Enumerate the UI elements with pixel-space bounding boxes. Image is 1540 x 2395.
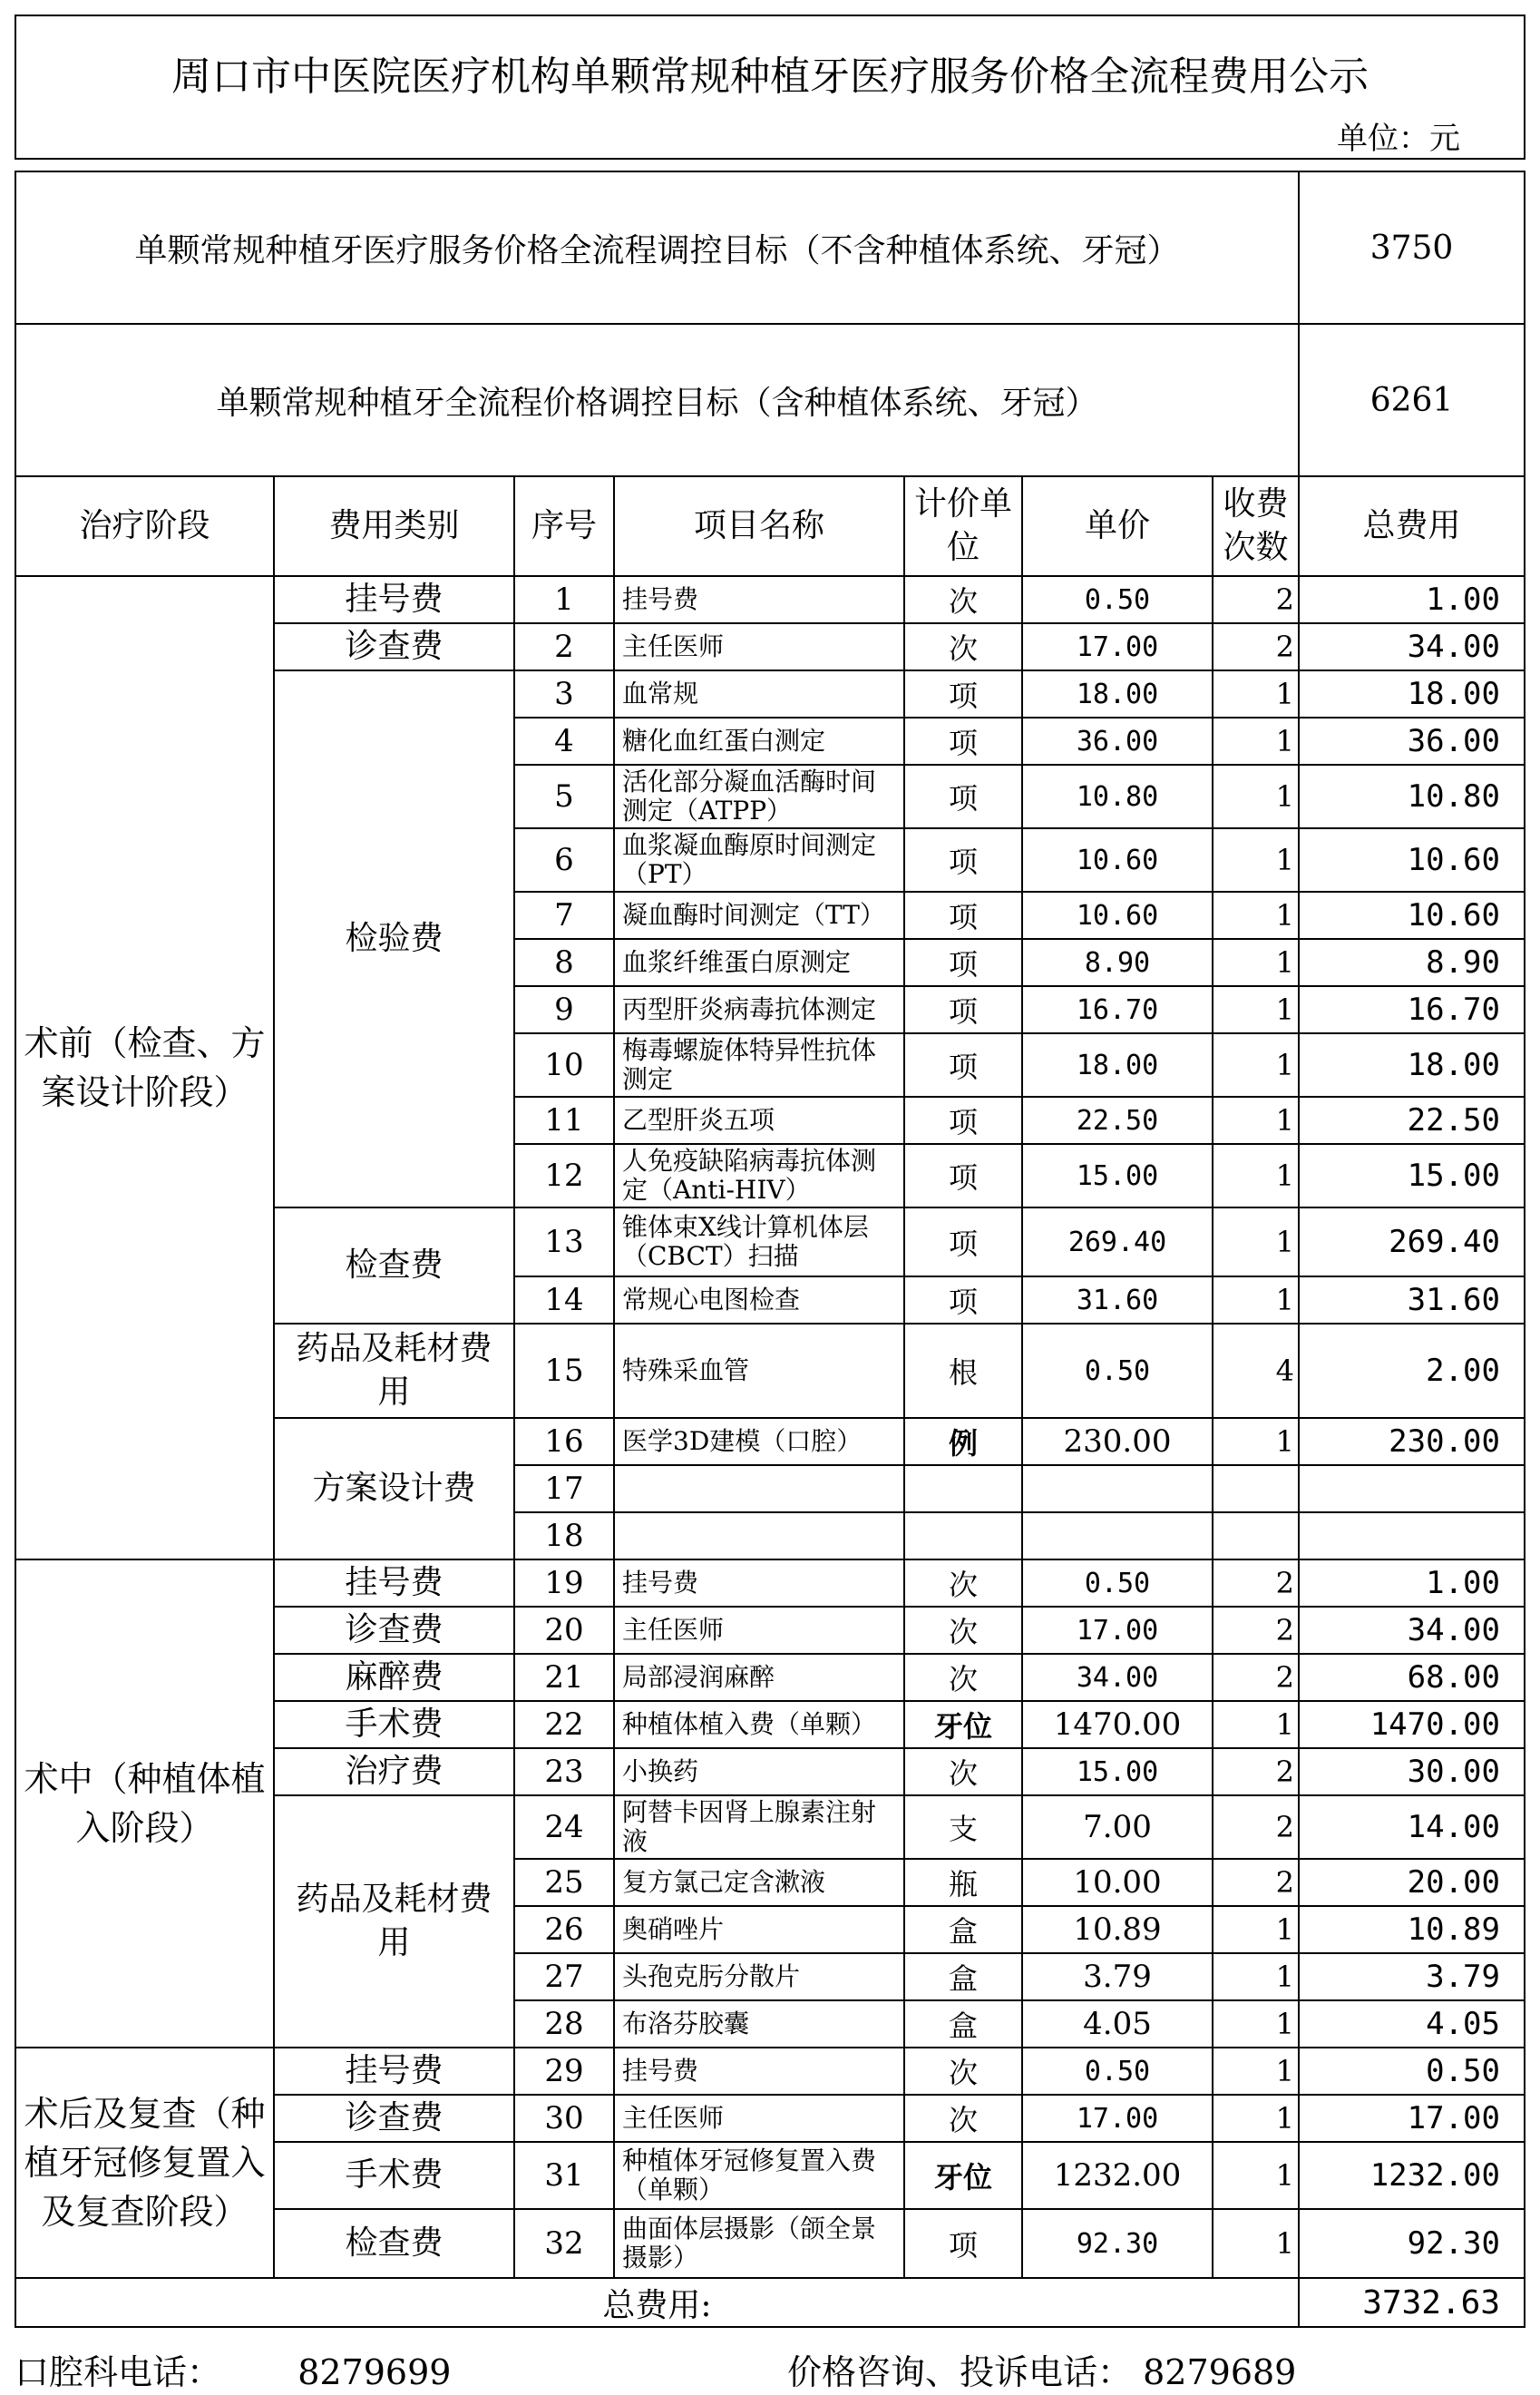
count-cell: 2 — [1213, 1795, 1299, 1859]
total-cell — [1299, 1465, 1525, 1512]
seq-cell: 21 — [514, 1654, 614, 1701]
price-cell: 18.00 — [1022, 670, 1213, 718]
category-cell: 检查费 — [274, 2209, 514, 2278]
table-row — [15, 1559, 1525, 1607]
seq-cell: 20 — [514, 1607, 614, 1654]
unit-cell: 项 — [904, 1276, 1022, 1324]
price-cell — [1022, 1512, 1213, 1559]
item-name-cell: 挂号费 — [614, 576, 904, 623]
unit-cell: 项 — [904, 986, 1022, 1033]
price-cell: 8.90 — [1022, 939, 1213, 986]
seq-cell: 10 — [514, 1033, 614, 1097]
fee-sheet — [15, 15, 1524, 2328]
header-name: 项目名称 — [614, 476, 904, 576]
spacer — [15, 159, 1525, 171]
count-cell: 4 — [1213, 1324, 1299, 1418]
header-unit: 计价单位 — [904, 476, 1022, 576]
category-cell: 麻醉费 — [274, 1654, 514, 1701]
category-cell: 药品及耗材费用 — [274, 1324, 514, 1418]
count-cell: 2 — [1213, 1859, 1299, 1906]
total-cell: 31.60 — [1299, 1276, 1525, 1324]
seq-cell: 1 — [514, 576, 614, 623]
target-value-including: 6261 — [1299, 324, 1525, 476]
total-cell: 1.00 — [1299, 576, 1525, 623]
item-name-cell: 种植体牙冠修复置入费（单颗） — [614, 2142, 904, 2209]
unit-cell: 次 — [904, 1748, 1022, 1795]
count-cell: 1 — [1213, 1144, 1299, 1207]
seq-cell: 15 — [514, 1324, 614, 1418]
unit-label: 单位：元 — [15, 112, 1525, 159]
count-cell: 1 — [1213, 2209, 1299, 2278]
price-cell: 0.50 — [1022, 2048, 1213, 2095]
category-cell: 方案设计费 — [274, 1418, 514, 1559]
dept-phone — [15, 2344, 451, 2394]
item-name-cell: 挂号费 — [614, 1559, 904, 1607]
unit-cell: 盒 — [904, 2000, 1022, 2048]
price-cell: 18.00 — [1022, 1033, 1213, 1097]
unit-cell: 例 — [904, 1418, 1022, 1465]
unit-cell: 项 — [904, 2209, 1022, 2278]
total-cell: 14.00 — [1299, 1795, 1525, 1859]
item-name-cell: 奥硝唑片 — [614, 1906, 904, 1953]
price-cell: 10.00 — [1022, 1859, 1213, 1906]
seq-cell: 22 — [514, 1701, 614, 1748]
price-cell: 4.05 — [1022, 2000, 1213, 2048]
total-cell: 3.79 — [1299, 1953, 1525, 2000]
seq-cell: 12 — [514, 1144, 614, 1207]
price-cell: 36.00 — [1022, 718, 1213, 765]
complaint-phone-label: 价格咨询、投诉电话： — [787, 2352, 1133, 2392]
unit-cell: 项 — [904, 1033, 1022, 1097]
item-name-cell: 血常规 — [614, 670, 904, 718]
count-cell: 1 — [1213, 1207, 1299, 1276]
category-cell: 诊查费 — [274, 623, 514, 670]
count-cell — [1213, 1512, 1299, 1559]
seq-cell: 18 — [514, 1512, 614, 1559]
total-cell: 0.50 — [1299, 2048, 1525, 2095]
price-cell: 3.79 — [1022, 1953, 1213, 2000]
unit-cell: 项 — [904, 892, 1022, 939]
seq-cell: 9 — [514, 986, 614, 1033]
unit-cell: 次 — [904, 1654, 1022, 1701]
count-cell: 1 — [1213, 2000, 1299, 2048]
count-cell: 2 — [1213, 576, 1299, 623]
price-cell: 0.50 — [1022, 1559, 1213, 1607]
seq-cell: 14 — [514, 1276, 614, 1324]
item-name-cell: 医学3D建模（口腔） — [614, 1418, 904, 1465]
seq-cell: 19 — [514, 1559, 614, 1607]
stage-postop: 术后及复查（种植牙冠修复置入及复查阶段） — [15, 2048, 274, 2278]
item-name-cell: 局部浸润麻醉 — [614, 1654, 904, 1701]
price-cell: 0.50 — [1022, 576, 1213, 623]
stage-preop: 术前（检查、方案设计阶段） — [15, 576, 274, 1559]
price-cell: 17.00 — [1022, 1607, 1213, 1654]
page-title: 周口市中医院医疗机构单颗常规种植牙医疗服务价格全流程费用公示 — [15, 15, 1525, 112]
item-name-cell: 主任医师 — [614, 1607, 904, 1654]
price-cell: 34.00 — [1022, 1654, 1213, 1701]
total-cell: 20.00 — [1299, 1859, 1525, 1906]
category-cell: 检查费 — [274, 1207, 514, 1324]
item-name-cell: 小换药 — [614, 1748, 904, 1795]
total-cell: 10.80 — [1299, 765, 1525, 828]
seq-cell: 17 — [514, 1465, 614, 1512]
count-cell: 1 — [1213, 2048, 1299, 2095]
price-cell: 17.00 — [1022, 623, 1213, 670]
price-cell: 10.89 — [1022, 1906, 1213, 1953]
item-name-cell: 血浆纤维蛋白原测定 — [614, 939, 904, 986]
price-cell — [1022, 1465, 1213, 1512]
item-name-cell: 复方氯己定含漱液 — [614, 1859, 904, 1906]
item-name-cell — [614, 1512, 904, 1559]
header-total: 总费用 — [1299, 476, 1525, 576]
header-seq: 序号 — [514, 476, 614, 576]
unit-cell: 次 — [904, 2048, 1022, 2095]
grand-total-label: 总费用: — [15, 2278, 1299, 2327]
price-cell: 0.50 — [1022, 1324, 1213, 1418]
total-cell: 2.00 — [1299, 1324, 1525, 1418]
item-name-cell: 活化部分凝血活酶时间测定（ATPP） — [614, 765, 904, 828]
total-cell: 22.50 — [1299, 1097, 1525, 1144]
stage-intraop: 术中（种植体植入阶段） — [15, 1559, 274, 2048]
unit-cell — [904, 1512, 1022, 1559]
item-name-cell: 丙型肝炎病毒抗体测定 — [614, 986, 904, 1033]
unit-cell: 瓶 — [904, 1859, 1022, 1906]
category-cell: 检验费 — [274, 670, 514, 1207]
total-cell: 4.05 — [1299, 2000, 1525, 2048]
item-name-cell: 乙型肝炎五项 — [614, 1097, 904, 1144]
seq-cell: 25 — [514, 1859, 614, 1906]
count-cell: 1 — [1213, 1097, 1299, 1144]
count-cell: 2 — [1213, 1607, 1299, 1654]
target-value-excluding: 3750 — [1299, 171, 1525, 324]
seq-cell: 30 — [514, 2095, 614, 2142]
total-cell: 269.40 — [1299, 1207, 1525, 1276]
item-name-cell: 人免疫缺陷病毒抗体测定（Anti-HIV） — [614, 1144, 904, 1207]
count-cell: 1 — [1213, 2095, 1299, 2142]
seq-cell: 5 — [514, 765, 614, 828]
item-name-cell: 布洛芬胶囊 — [614, 2000, 904, 2048]
item-name-cell: 主任医师 — [614, 2095, 904, 2142]
unit-cell: 盒 — [904, 1906, 1022, 1953]
count-cell: 1 — [1213, 2142, 1299, 2209]
category-cell: 药品及耗材费用 — [274, 1795, 514, 2048]
total-cell: 17.00 — [1299, 2095, 1525, 2142]
total-cell: 1232.00 — [1299, 2142, 1525, 2209]
footer — [15, 2344, 1524, 2390]
unit-cell: 项 — [904, 718, 1022, 765]
price-cell: 15.00 — [1022, 1748, 1213, 1795]
price-cell: 269.40 — [1022, 1207, 1213, 1276]
price-cell: 1232.00 — [1022, 2142, 1213, 2209]
total-cell: 10.89 — [1299, 1906, 1525, 1953]
header-row — [15, 476, 1525, 576]
count-cell: 2 — [1213, 623, 1299, 670]
count-cell: 1 — [1213, 1276, 1299, 1324]
item-name-cell: 特殊采血管 — [614, 1324, 904, 1418]
unit-cell: 项 — [904, 765, 1022, 828]
complaint-phone-number: 8279689 — [1143, 2352, 1297, 2392]
count-cell: 1 — [1213, 939, 1299, 986]
seq-cell: 32 — [514, 2209, 614, 2278]
total-cell: 34.00 — [1299, 623, 1525, 670]
category-cell: 治疗费 — [274, 1748, 514, 1795]
count-cell: 1 — [1213, 1953, 1299, 2000]
fee-table — [15, 15, 1525, 2328]
total-cell: 30.00 — [1299, 1748, 1525, 1795]
category-cell: 挂号费 — [274, 1559, 514, 1607]
price-cell: 230.00 — [1022, 1418, 1213, 1465]
seq-cell: 27 — [514, 1953, 614, 2000]
total-cell: 230.00 — [1299, 1418, 1525, 1465]
header-category: 费用类别 — [274, 476, 514, 576]
category-cell: 手术费 — [274, 1701, 514, 1748]
item-name-cell: 主任医师 — [614, 623, 904, 670]
item-name-cell: 种植体植入费（单颗） — [614, 1701, 904, 1748]
item-name-cell: 挂号费 — [614, 2048, 904, 2095]
item-name-cell: 常规心电图检查 — [614, 1276, 904, 1324]
total-cell: 68.00 — [1299, 1654, 1525, 1701]
dept-phone-number: 8279699 — [297, 2352, 452, 2392]
price-cell: 92.30 — [1022, 2209, 1213, 2278]
unit-cell — [904, 1465, 1022, 1512]
total-cell: 18.00 — [1299, 1033, 1525, 1097]
total-cell: 15.00 — [1299, 1144, 1525, 1207]
unit-cell: 牙位 — [904, 2142, 1022, 2209]
category-cell: 诊查费 — [274, 2095, 514, 2142]
count-cell: 1 — [1213, 670, 1299, 718]
table-row — [15, 576, 1525, 623]
item-name-cell: 曲面体层摄影（颌全景摄影） — [614, 2209, 904, 2278]
count-cell — [1213, 1465, 1299, 1512]
target-label-including: 单颗常规种植牙全流程价格调控目标（含种植体系统、牙冠） — [15, 324, 1299, 476]
count-cell: 1 — [1213, 1906, 1299, 1953]
price-cell: 7.00 — [1022, 1795, 1213, 1859]
seq-cell: 13 — [514, 1207, 614, 1276]
price-cell: 1470.00 — [1022, 1701, 1213, 1748]
count-cell: 1 — [1213, 1701, 1299, 1748]
price-cell: 17.00 — [1022, 2095, 1213, 2142]
item-name-cell: 头孢克肟分散片 — [614, 1953, 904, 2000]
seq-cell: 24 — [514, 1795, 614, 1859]
count-cell: 1 — [1213, 828, 1299, 892]
category-cell: 手术费 — [274, 2142, 514, 2209]
unit-cell: 项 — [904, 828, 1022, 892]
unit-cell: 根 — [904, 1324, 1022, 1418]
count-cell: 1 — [1213, 1418, 1299, 1465]
price-cell: 15.00 — [1022, 1144, 1213, 1207]
item-name-cell: 糖化血红蛋白测定 — [614, 718, 904, 765]
total-cell: 8.90 — [1299, 939, 1525, 986]
seq-cell: 31 — [514, 2142, 614, 2209]
unit-cell: 次 — [904, 2095, 1022, 2142]
unit-cell: 次 — [904, 1559, 1022, 1607]
header-price: 单价 — [1022, 476, 1213, 576]
unit-cell: 次 — [904, 623, 1022, 670]
price-cell: 16.70 — [1022, 986, 1213, 1033]
count-cell: 1 — [1213, 718, 1299, 765]
category-cell: 挂号费 — [274, 576, 514, 623]
seq-cell: 28 — [514, 2000, 614, 2048]
price-cell: 22.50 — [1022, 1097, 1213, 1144]
target-label-excluding: 单颗常规种植牙医疗服务价格全流程调控目标（不含种植体系统、牙冠） — [15, 171, 1299, 324]
unit-cell: 支 — [904, 1795, 1022, 1859]
complaint-phone — [787, 2344, 1296, 2394]
seq-cell: 3 — [514, 670, 614, 718]
grand-total-row — [15, 2278, 1525, 2327]
seq-cell: 2 — [514, 623, 614, 670]
item-name-cell: 梅毒螺旋体特异性抗体测定 — [614, 1033, 904, 1097]
header-stage: 治疗阶段 — [15, 476, 274, 576]
count-cell: 2 — [1213, 1559, 1299, 1607]
unit-cell: 次 — [904, 576, 1022, 623]
total-cell — [1299, 1512, 1525, 1559]
total-cell: 18.00 — [1299, 670, 1525, 718]
price-cell: 31.60 — [1022, 1276, 1213, 1324]
seq-cell: 6 — [514, 828, 614, 892]
total-cell: 1.00 — [1299, 1559, 1525, 1607]
unit-cell: 项 — [904, 1097, 1022, 1144]
count-cell: 1 — [1213, 1033, 1299, 1097]
price-cell: 10.60 — [1022, 828, 1213, 892]
category-cell: 诊查费 — [274, 1607, 514, 1654]
seq-cell: 4 — [514, 718, 614, 765]
count-cell: 1 — [1213, 892, 1299, 939]
count-cell: 1 — [1213, 765, 1299, 828]
total-cell: 16.70 — [1299, 986, 1525, 1033]
item-name-cell: 凝血酶时间测定（TT） — [614, 892, 904, 939]
total-cell: 36.00 — [1299, 718, 1525, 765]
unit-cell: 项 — [904, 670, 1022, 718]
total-cell: 10.60 — [1299, 828, 1525, 892]
total-cell: 1470.00 — [1299, 1701, 1525, 1748]
table-row — [15, 2048, 1525, 2095]
seq-cell: 8 — [514, 939, 614, 986]
unit-cell: 项 — [904, 1144, 1022, 1207]
seq-cell: 26 — [514, 1906, 614, 1953]
item-name-cell: 血浆凝血酶原时间测定（PT） — [614, 828, 904, 892]
seq-cell: 11 — [514, 1097, 614, 1144]
unit-cell: 次 — [904, 1607, 1022, 1654]
category-cell: 挂号费 — [274, 2048, 514, 2095]
total-cell: 34.00 — [1299, 1607, 1525, 1654]
seq-cell: 29 — [514, 2048, 614, 2095]
unit-cell: 项 — [904, 939, 1022, 986]
count-cell: 2 — [1213, 1654, 1299, 1701]
item-name-cell: 锥体束X线计算机体层（CBCT）扫描 — [614, 1207, 904, 1276]
total-cell: 92.30 — [1299, 2209, 1525, 2278]
seq-cell: 7 — [514, 892, 614, 939]
item-name-cell: 阿替卡因肾上腺素注射液 — [614, 1795, 904, 1859]
count-cell: 2 — [1213, 1748, 1299, 1795]
unit-cell: 盒 — [904, 1953, 1022, 2000]
grand-total-value: 3732.63 — [1299, 2278, 1525, 2327]
seq-cell: 16 — [514, 1418, 614, 1465]
item-name-cell — [614, 1465, 904, 1512]
unit-cell: 牙位 — [904, 1701, 1022, 1748]
price-cell: 10.80 — [1022, 765, 1213, 828]
count-cell: 1 — [1213, 986, 1299, 1033]
dept-phone-label: 口腔科电话： — [15, 2352, 222, 2392]
total-cell: 10.60 — [1299, 892, 1525, 939]
price-cell: 10.60 — [1022, 892, 1213, 939]
seq-cell: 23 — [514, 1748, 614, 1795]
unit-cell: 项 — [904, 1207, 1022, 1276]
header-count: 收费次数 — [1213, 476, 1299, 576]
